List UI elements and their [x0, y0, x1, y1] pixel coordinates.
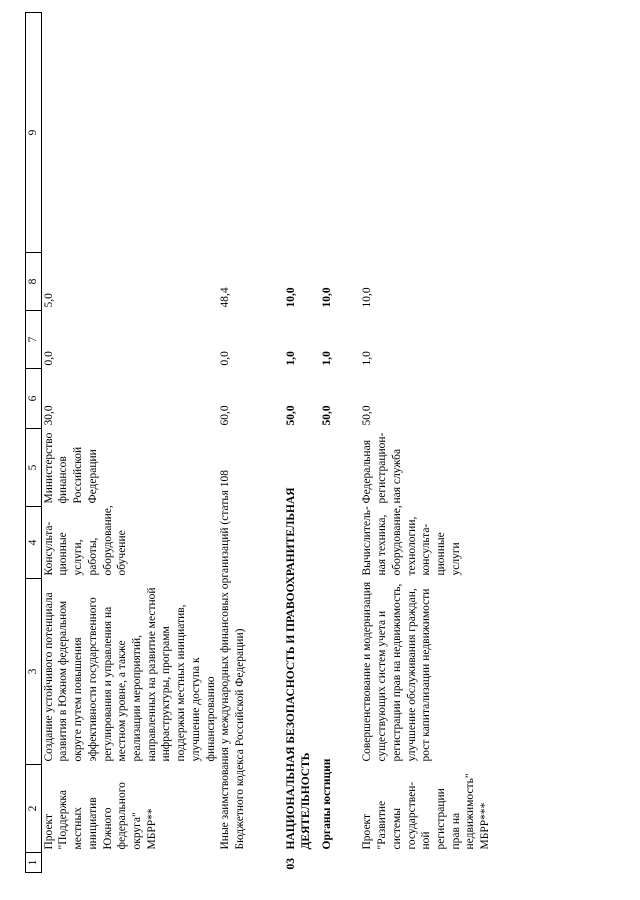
project-name: Проект "Развитие системы государствен- ной регистрации прав на недвижимость" МБРР***	[361, 773, 492, 850]
other-borrowings-label: Иные заимствования у международных финансовых организаций (статья 108 Бюджетного кодекса Российской Федерации)	[219, 469, 247, 850]
value-col6: 50,0	[361, 405, 374, 426]
value-col7: 0,0	[219, 351, 232, 366]
procurement-type: Вычислитель- ная техника, оборудование, технологии, консульта- ционные услуги	[361, 505, 462, 576]
table-row-other-borrowings	[218, 13, 284, 873]
value-col7: 1,0	[321, 351, 334, 366]
value-col6: 60,0	[219, 405, 232, 426]
col-number-6: 6	[26, 369, 42, 429]
executor: Министерство финансов Российской Федерации	[42, 432, 99, 504]
col-number-3: 3	[26, 579, 42, 765]
col-number-4: 4	[26, 507, 42, 579]
value-col8: 10,0	[361, 287, 374, 308]
table-row-section-03	[284, 13, 320, 873]
project-description: Создание устойчивого потенциала развития в Южном федеральном округе путем повышения эффективности государственного регулирования и управления на местном уровне, а также реализации мероприятий, направленных на развитие местной инфраструктуры, программ поддержки местных инициатив, улучшение доступа к финансированию	[42, 587, 217, 762]
col-number-9: 9	[26, 13, 42, 253]
value-col8: 5,0	[42, 293, 55, 308]
table-row-project-local-initiatives	[41, 13, 218, 873]
rotated-table-area	[25, 13, 630, 873]
executor: Федеральная регистрацион- ная служба	[361, 432, 403, 504]
value-col7: 1,0	[285, 351, 298, 366]
value-col6: 30,0	[42, 405, 55, 426]
procurement-type: Консульта- ционные услуги, работы, оборудование, обучение	[42, 505, 129, 576]
value-col7: 0,0	[42, 351, 55, 366]
value-col6: 50,0	[321, 405, 334, 426]
table-row-justice	[320, 13, 360, 873]
subsection-title: Органы юстиции	[321, 758, 334, 850]
value-col6: 50,0	[285, 405, 298, 426]
project-description: Совершенствование и модернизация существующих систем учета и регистрации прав на недвижимость, улучшение обслуживания граждан, рост капитализации недвижимости	[361, 581, 433, 762]
col-number-5: 5	[26, 429, 42, 507]
col-number-7: 7	[26, 311, 42, 369]
column-number-header	[26, 13, 42, 873]
col-number-2: 2	[26, 765, 42, 853]
col-number-1: 1	[26, 853, 42, 873]
value-col8: 10,0	[285, 287, 298, 308]
section-code: 03	[285, 858, 298, 870]
value-col8: 48,4	[219, 287, 232, 308]
value-col8: 10,0	[321, 287, 334, 308]
loan-projects-table	[25, 12, 493, 873]
table-row-project-registration	[360, 13, 492, 873]
value-col7: 1,0	[361, 351, 374, 366]
project-name: Проект "Поддержка местных инициатив Южного федерального округа" МБРР**	[42, 782, 158, 850]
col-number-8: 8	[26, 253, 42, 311]
section-title: НАЦИОНАЛЬНАЯ БЕЗОПАСНОСТЬ И ПРАВООХРАНИТЕЛЬНАЯ ДЕЯТЕЛЬНОСТЬ	[285, 487, 313, 850]
